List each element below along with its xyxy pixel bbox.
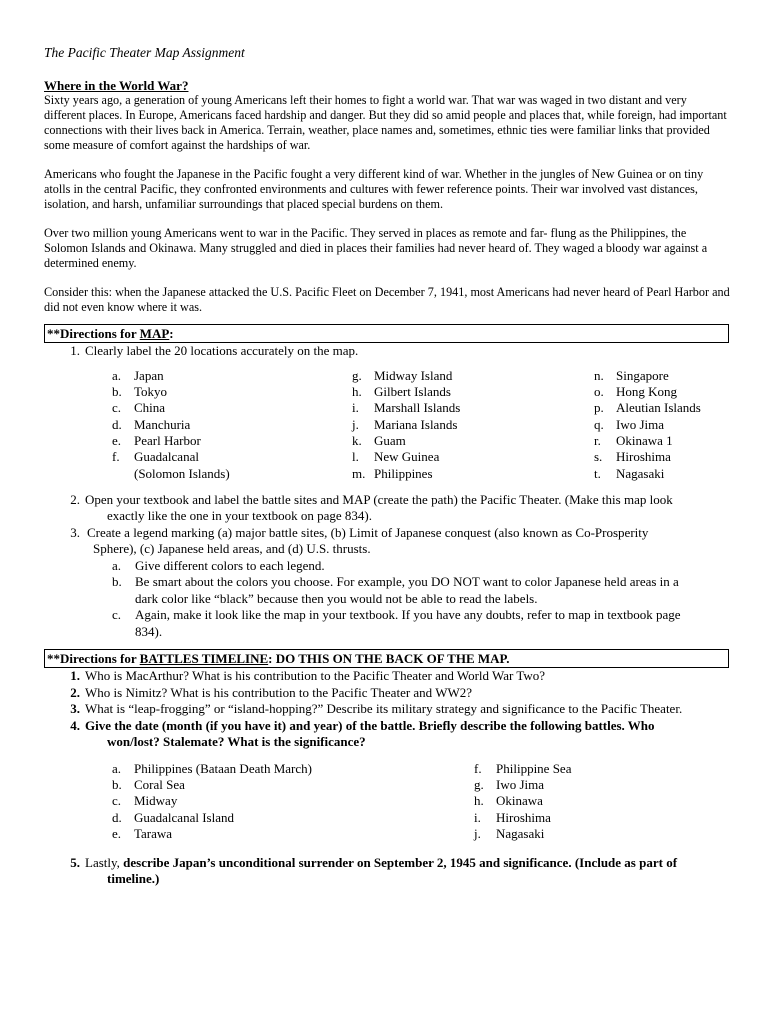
document-page [44,44,730,888]
battles-list [44,761,730,843]
list-value: Okinawa [496,793,543,809]
list-letter: d. [112,809,122,825]
legend-instruction-line [44,574,730,591]
heading-suffix: : DO THIS ON THE BACK OF THE MAP. [268,651,510,666]
question-text-line-1: Give the date (month (if you have it) and year) of the battle. Briefly describe the following battles. Who [85,717,655,733]
list-letter: j. [474,826,481,842]
question-text: Who is Nimitz? What is his contribution to the Pacific Theater and WW2? [85,684,473,700]
question-number: 5. [70,854,80,870]
list-letter: k. [352,433,362,449]
list-value: Tokyo [134,383,168,399]
item-number: 1. [70,343,80,358]
timeline-question-2 [44,685,730,702]
heading-suffix: : [169,326,174,341]
list-value: Midway [134,793,178,809]
list-value: (Solomon Islands) [134,465,230,481]
list-value: Singapore [616,367,669,383]
list-value: Again, make it look like the map in your textbook. If you have any doubts, refer to map in textbook page [135,607,681,622]
question-number: 2. [70,684,80,700]
legend-instruction-line [44,607,730,624]
list-value: Midway Island [374,367,453,383]
list-letter: c. [112,607,122,622]
question-text: What is “leap-frogging” or “island-hopping?” Describe its military strategy and significance to the Pacific Theater. [85,701,683,716]
item-text-line-2: Sphere), (c) Japanese held areas, and (d) U.S. thrusts. [93,541,371,556]
question-text-plain: Lastly, [85,854,124,870]
list-letter: f. [112,449,120,465]
item-text-line-2: exactly like the one in your textbook on page 834). [107,508,372,523]
list-value: Hong Kong [616,383,678,399]
list-letter: i. [352,400,359,416]
timeline-question-1 [44,668,730,685]
list-letter: q. [594,416,604,432]
list-letter: g. [352,367,362,383]
heading-prefix: **Directions for [47,651,140,666]
list-value: Guadalcanal Island [134,809,234,825]
item-text-line-1: Open your textbook and label the battle sites and MAP (create the path) the Pacific Theater. (Make this map look [85,491,673,507]
list-letter: a. [112,367,122,383]
list-letter: g. [474,776,484,792]
list-value: Philippine Sea [496,760,572,776]
list-value: Aleutian Islands [616,400,701,416]
timeline-directions-heading [44,649,729,668]
list-letter: i. [474,809,481,825]
list-value: dark color like “black” because then you would not be able to read the labels. [135,590,538,606]
list-letter: s. [594,449,603,465]
list-value: Nagasaki [496,826,545,842]
list-value: Tarawa [134,826,173,842]
map-instruction-3 [44,525,730,558]
legend-instructions [44,558,730,641]
list-letter: m. [352,465,366,481]
question-text-bold-line-1: describe Japan’s unconditional surrender on September 2, 1945 and significance. (Include as part of [123,854,678,870]
list-letter: b. [112,383,122,399]
list-letter: h. [474,793,484,809]
list-letter: b. [112,574,122,589]
question-number: 3. [70,701,80,716]
list-letter: c. [112,793,122,809]
timeline-question-5 [44,855,730,888]
list-value: Japan [134,367,164,383]
list-value: Be smart about the colors you choose. For example, you DO NOT want to color Japanese held areas in a [135,574,679,589]
list-letter: t. [594,465,601,481]
list-letter: a. [112,557,122,573]
list-value: Iwo Jima [496,776,545,792]
list-value: Pearl Harbor [134,433,201,449]
list-letter: c. [112,400,122,416]
list-letter: b. [112,776,122,792]
intro-paragraph-2: Americans who fought the Japanese in the Pacific fought a very different kind of war. Whether in the jungles of New Guinea or on tiny atolls in the central Pacific, they confronted environments and cultures with fewer reference points. Their war involved vast distances, isolation, and harsh, unfamiliar surroundings that placed special burdens on them. [44,167,704,211]
item-text: Clearly label the 20 locations accurately on the map. [85,343,359,358]
list-letter: a. [112,760,122,776]
list-letter: p. [594,400,604,416]
list-value: Manchuria [134,416,191,432]
list-value: Philippines [374,465,433,481]
list-value: China [134,400,166,416]
list-value: Coral Sea [134,776,185,792]
list-value: Marshall Islands [374,400,461,416]
map-instruction-1 [44,343,730,360]
list-value: Guadalcanal [134,449,199,465]
heading-term: MAP [139,326,170,341]
list-value: Philippines (Bataan Death March) [134,760,312,776]
list-letter: r. [594,433,601,449]
intro-paragraph-1: Sixty years ago, a generation of young Americans left their homes to fight a world war. That war was waged in two distant and very different places. In Europe, Americans faced hardship and danger. But they did so amid people and places that, while foreign, had important connections with their lives back in America. Terrain, weather, place names and, sometimes, ethnic ties were familiar links that provided some measure of comfort against the hardships of war. [44,93,727,152]
intro-paragraph-4: Consider this: when the Japanese attacked the U.S. Pacific Fleet on December 7, 1941, most Americans had never heard of Pearl Harbor and did not even know where it was. [44,285,730,314]
list-letter: j. [352,416,359,432]
list-value: Hiroshima [616,449,671,465]
list-letter: l. [352,449,359,465]
legend-instruction-line [44,558,730,575]
list-letter: f. [474,760,482,776]
map-instruction-2 [44,492,730,525]
legend-instruction-line [44,624,730,641]
map-directions-heading [44,324,729,343]
question-text-line-2: won/lost? Stalemate? What is the significance? [107,734,366,749]
document-title: The Pacific Theater Map Assignment [44,45,245,60]
item-number: 3. [70,524,80,540]
legend-instruction-line [44,591,730,608]
list-letter: d. [112,416,122,432]
list-value: Nagasaki [616,465,665,481]
list-value: Give different colors to each legend. [135,557,325,573]
intro-paragraph-3: Over two million young Americans went to war in the Pacific. They served in places as remote and far- flung as the Philippines, the Solomon Islands and Okinawa. Many struggled and died in places their families had never heard of. They waged a bloody war against a determined enemy. [44,226,708,270]
list-letter: h. [352,383,362,399]
timeline-question-4 [44,718,730,751]
list-letter: o. [594,383,604,399]
list-value: Okinawa 1 [616,433,673,449]
heading-prefix: **Directions for [47,326,140,341]
list-letter: e. [112,826,122,842]
list-value: Iwo Jima [616,416,665,432]
list-value: 834). [135,623,163,639]
list-value: New Guinea [374,449,440,465]
locations-list [44,368,730,484]
list-letter: n. [594,367,604,383]
question-number: 1. [70,668,80,683]
item-number: 2. [70,491,80,507]
list-value: Gilbert Islands [374,383,451,399]
list-value: Mariana Islands [374,416,458,432]
heading-term: BATTLES TIMELINE [139,651,269,666]
list-value: Guam [374,433,406,449]
question-text: Who is MacArthur? What is his contribution to the Pacific Theater and World War Two? [85,668,546,683]
list-value: Hiroshima [496,809,551,825]
item-text-line-1: Create a legend marking (a) major battle sites, (b) Limit of Japanese conquest (also known as Co-Prosperity [87,524,649,540]
intro-heading: Where in the World War? [44,78,189,93]
question-number: 4. [70,717,80,733]
timeline-question-3 [44,701,730,718]
question-text-bold-line-2: timeline.) [107,871,160,886]
list-letter: e. [112,433,122,449]
